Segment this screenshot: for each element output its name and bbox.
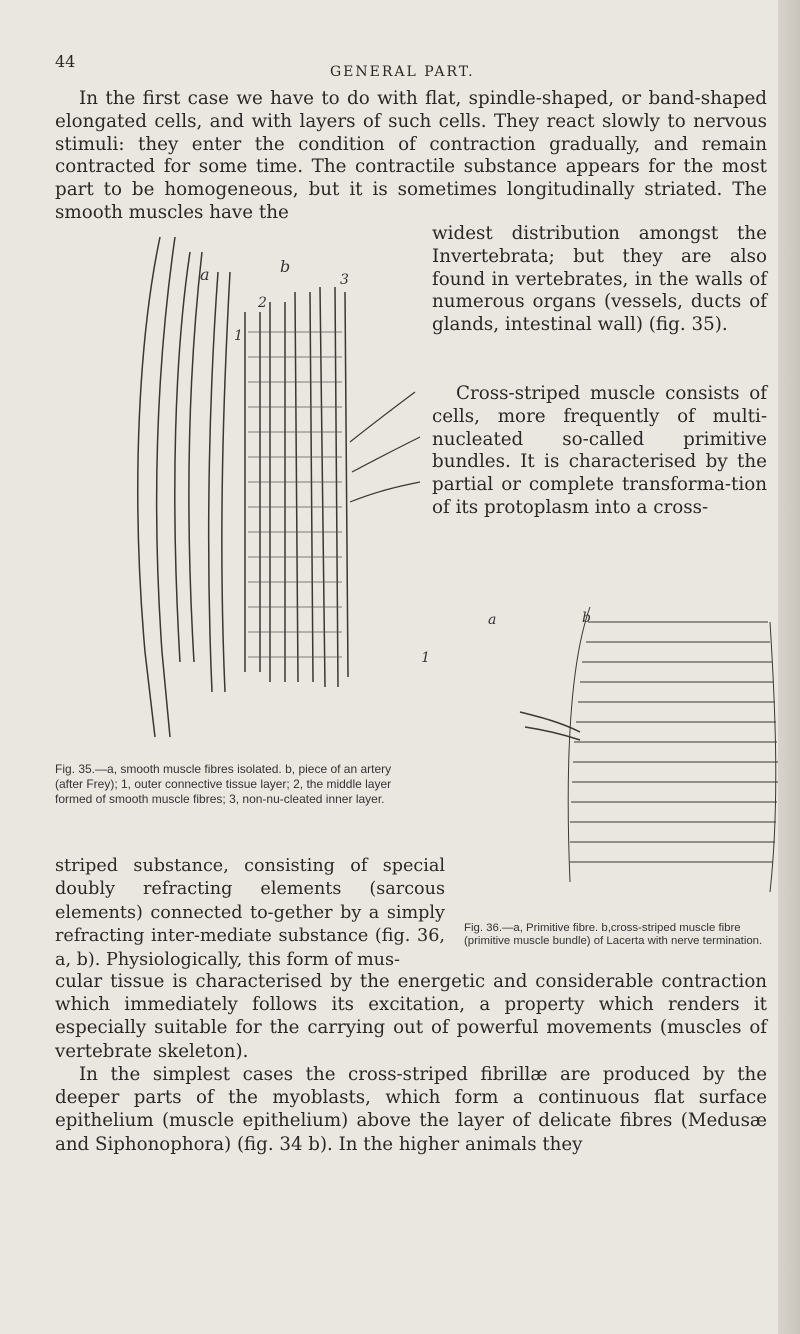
figure-35-caption: Fig. 35.—a, smooth muscle fibres isolated. b, piece of an artery (after Frey); 1, outer connective tissue layer; 2, the middle layer formed of smooth muscle fibres; 3, non-nu-cleated inner layer. [55, 762, 392, 807]
fig35-label-2: 2 [258, 295, 267, 311]
fig35-label-3: 3 [340, 272, 349, 288]
artery-layer-lines [350, 392, 420, 502]
cross-striped-paragraph: Cross-striped muscle consists of cells, more frequently of multi-nucleated so-called primitive bundles. It is characterised by the partial or complete transforma-tion of its protoplasm into a cross- [432, 383, 767, 518]
page-number: 44 [55, 52, 76, 71]
fig35-label-b: b [280, 257, 291, 276]
cross-striations [570, 622, 778, 862]
fig35-label-1b: 1 [421, 650, 430, 666]
simplest-cases-paragraph: In the simplest cases the cross-striped fibrillæ are produced by the deeper parts of the myoblasts, which form a continuous flat surface epithelium (muscle epithelium) above the layer of delicate fibres (Medusæ and Siphonophora) (fig. 34 b). In the higher animals they [55, 1064, 767, 1155]
figure-36-caption: Fig. 36.—a, Primitive fibre. b,cross-striped muscle fibre (primitive muscle bundle) of Lacerta with nerve termination. [464, 922, 763, 948]
striped-fibre-outline [568, 607, 776, 892]
fig36-label-b: b [582, 610, 591, 626]
striped-substance-paragraph: striped substance, consisting of special doubly refracting elements (sarcous elements) connected to-gether by a simply refracting inter-mediate substance (fig. 36, a, b). Physiologically, this form of mus- [55, 856, 445, 970]
running-head: GENERAL PART. [330, 64, 475, 80]
figure-36-illustration [470, 602, 790, 912]
smooth-fibre-a2 [175, 252, 202, 662]
fig35-label-a: a [200, 265, 210, 284]
smooth-fibre-a1 [138, 237, 175, 737]
intro-paragraph: In the first case we have to do with flat, spindle-shaped, or band-shaped elongated cells, and with layers of such cells. They react slowly to nervous stimuli: they enter the condition of contraction gradually, and remain contracted for some time. The contractile substance appears for the most part to be homogeneous, but it is sometimes longitudinally striated. The smooth muscles have the [55, 88, 767, 223]
fig35-label-1: 1 [234, 328, 243, 344]
fig36-label-a: a [488, 612, 497, 628]
smooth-fibre-a3 [209, 272, 230, 692]
continuation-paragraph: cular tissue is characterised by the energetic and considerable contraction which immediately follows its excitation, a property which renders it especially suitable for the carrying out of powerful movements (muscles of vertebrate skeleton). [55, 971, 767, 1062]
figure-35-illustration [130, 232, 430, 752]
right-column-text: widest distribution amongst the Invertebrata; but they are also found in vertebrates, in the walls of numerous organs (vessels, ducts of glands, intestinal wall) (fig. 35). [432, 223, 767, 336]
